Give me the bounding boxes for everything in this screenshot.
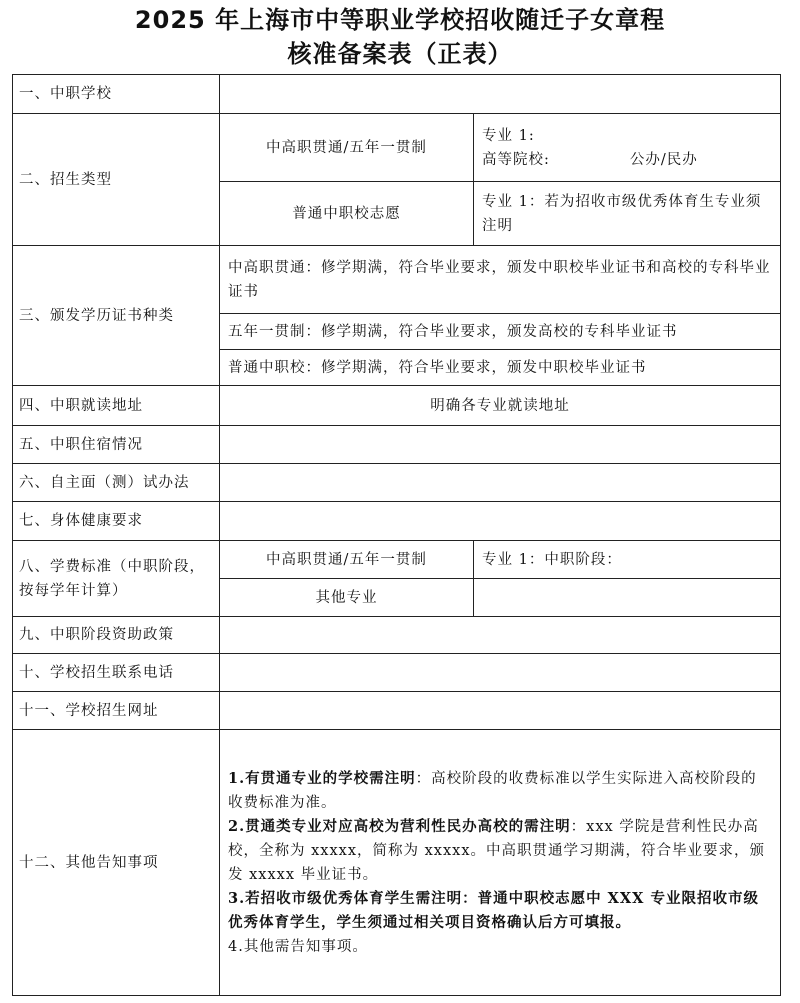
notice-item-1-bold: 1.有贯通专业的学校需注明 [228, 769, 416, 787]
fee-other: 其他专业 [220, 579, 474, 617]
row-notice [13, 730, 781, 996]
college-kind: 公办/民办 [629, 151, 698, 168]
college-label: 高等院校: [482, 151, 550, 168]
notice-item-3-bold: 3.若招收市级优秀体育学生需注明：普通中职校志愿中 XXX 专业限招收市级优秀体育学生，学生须通过相关项目资格确认后方可填报。 [228, 889, 759, 931]
row-cert-1 [13, 246, 781, 314]
page-title-line1: 2025 年上海市中等职业学校招收随迁子女章程 [134, 6, 666, 34]
enroll-type-consecutive: 中高职贯通/五年一贯制 [220, 114, 474, 182]
label-cert: 三、颁发学历证书种类 [13, 246, 220, 386]
row-school [13, 75, 781, 114]
cert-regular: 普通中职校：修学期满，符合毕业要求，颁发中职校毕业证书 [220, 350, 781, 386]
enroll-type-regular: 普通中职校志愿 [220, 182, 474, 246]
label-health: 七、身体健康要求 [13, 502, 220, 541]
cert-five-year: 五年一贯制：修学期满，符合毕业要求，颁发高校的专科毕业证书 [220, 314, 781, 350]
label-phone: 十、学校招生联系电话 [13, 654, 220, 692]
notice-item-3 [228, 887, 772, 935]
row-interview [13, 464, 781, 502]
row-website [13, 692, 781, 730]
notice-item-2 [228, 815, 772, 887]
notice-item-2-bold: 2.贯通类专业对应高校为营利性民办高校的需注明 [228, 817, 571, 835]
enroll-type-consecutive-detail[interactable] [474, 114, 781, 182]
label-fee: 八、学费标准（中职阶段，按每学年计算） [13, 541, 220, 617]
value-phone[interactable] [220, 654, 781, 692]
row-dorm [13, 426, 781, 464]
notice-item-2-text: ：xxx 学院是营利性民办高校，全称为 xxxxx，简称为 xxxxx。中高职贯通学习期满，符合毕业要求，颁发 xxxxx 毕业证书。 [228, 818, 765, 883]
label-enroll-type: 二、招生类型 [13, 114, 220, 246]
label-aid: 九、中职阶段资助政策 [13, 617, 220, 654]
enroll-type-regular-detail[interactable]: 专业 1：若为招收市级优秀体育生专业须注明 [474, 182, 781, 246]
label-website: 十一、学校招生网址 [13, 692, 220, 730]
label-school: 一、中职学校 [13, 75, 220, 114]
fee-consecutive-detail[interactable]: 专业 1：中职阶段： [474, 541, 781, 579]
page-title-line2: 核准备案表（正表） [287, 40, 513, 68]
value-interview[interactable] [220, 464, 781, 502]
row-aid [13, 617, 781, 654]
label-interview: 六、自主面（测）试办法 [13, 464, 220, 502]
cert-consecutive: 中高职贯通：修学期满，符合毕业要求，颁发中职校毕业证书和高校的专科毕业证书 [220, 246, 781, 314]
row-health [13, 502, 781, 541]
notice-content[interactable] [220, 730, 781, 996]
row-phone [13, 654, 781, 692]
fee-consecutive: 中高职贯通/五年一贯制 [220, 541, 474, 579]
value-address[interactable]: 明确各专业就读地址 [220, 386, 781, 426]
value-website[interactable] [220, 692, 781, 730]
label-notice: 十二、其他告知事项 [13, 730, 220, 996]
value-dorm[interactable] [220, 426, 781, 464]
row-address [13, 386, 781, 426]
value-aid[interactable] [220, 617, 781, 654]
notice-item-1 [228, 767, 772, 815]
row-fee-1 [13, 541, 781, 579]
notice-item-1-text: ：高校阶段的收费标准以学生实际进入高校阶段的收费标准为准。 [228, 770, 757, 811]
row-enroll-type-1 [13, 114, 781, 182]
notice-item-4: 4.其他需告知事项。 [228, 938, 368, 955]
filing-form-table [12, 74, 781, 996]
value-health[interactable] [220, 502, 781, 541]
label-address: 四、中职就读地址 [13, 386, 220, 426]
value-school[interactable] [220, 75, 781, 114]
major-1-label: 专业 1: [482, 127, 535, 144]
label-dorm: 五、中职住宿情况 [13, 426, 220, 464]
fee-other-detail[interactable] [474, 579, 781, 617]
